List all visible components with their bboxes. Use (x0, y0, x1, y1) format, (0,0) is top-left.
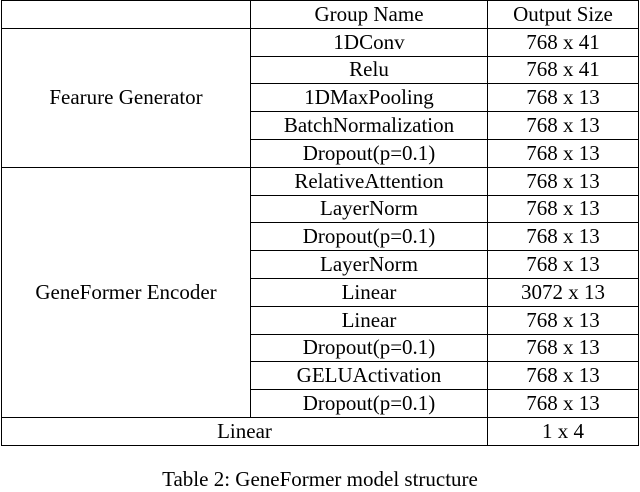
layer-name: Dropout(p=0.1) (251, 334, 488, 362)
layer-name: Relu (251, 56, 488, 84)
output-size: 768 x 13 (488, 334, 639, 362)
layer-name: RelativeAttention (251, 167, 488, 195)
group-name-feature-generator: Fearure Generator (2, 28, 251, 167)
layer-name: 1DConv (251, 28, 488, 56)
output-size: 768 x 13 (488, 362, 639, 390)
layer-name: LayerNorm (251, 251, 488, 279)
output-size: 768 x 13 (488, 195, 639, 223)
output-size: 768 x 13 (488, 112, 639, 140)
final-output-size: 1 x 4 (488, 417, 639, 445)
output-size: 768 x 41 (488, 56, 639, 84)
table-row (2, 28, 639, 56)
final-layer-name: Linear (2, 417, 488, 445)
layer-name: Dropout(p=0.1) (251, 223, 488, 251)
layer-name: Linear (251, 278, 488, 306)
layer-name: Dropout(p=0.1) (251, 139, 488, 167)
output-size: 768 x 13 (488, 223, 639, 251)
layer-name: GELUActivation (251, 362, 488, 390)
output-size: 768 x 13 (488, 390, 639, 418)
layer-name: Linear (251, 306, 488, 334)
output-size: 768 x 13 (488, 167, 639, 195)
output-size: 768 x 13 (488, 251, 639, 279)
layer-name: Dropout(p=0.1) (251, 390, 488, 418)
layer-name: BatchNormalization (251, 112, 488, 140)
table-caption: Table 2: GeneFormer model structure (162, 467, 478, 491)
output-size: 768 x 13 (488, 84, 639, 112)
header-output-size: Output Size (488, 1, 639, 29)
output-size: 768 x 13 (488, 306, 639, 334)
layer-name: 1DMaxPooling (251, 84, 488, 112)
table-body (2, 1, 639, 446)
output-size: 3072 x 13 (488, 278, 639, 306)
table-row (2, 167, 639, 195)
group-name-geneformer-encoder: GeneFormer Encoder (2, 167, 251, 417)
output-size: 768 x 13 (488, 139, 639, 167)
output-size: 768 x 41 (488, 28, 639, 56)
header-row (2, 1, 639, 29)
header-blank-cell (2, 1, 251, 29)
header-group-name: Group Name (251, 1, 488, 29)
final-row (2, 417, 639, 445)
layer-name: LayerNorm (251, 195, 488, 223)
model-structure-table (1, 0, 639, 446)
